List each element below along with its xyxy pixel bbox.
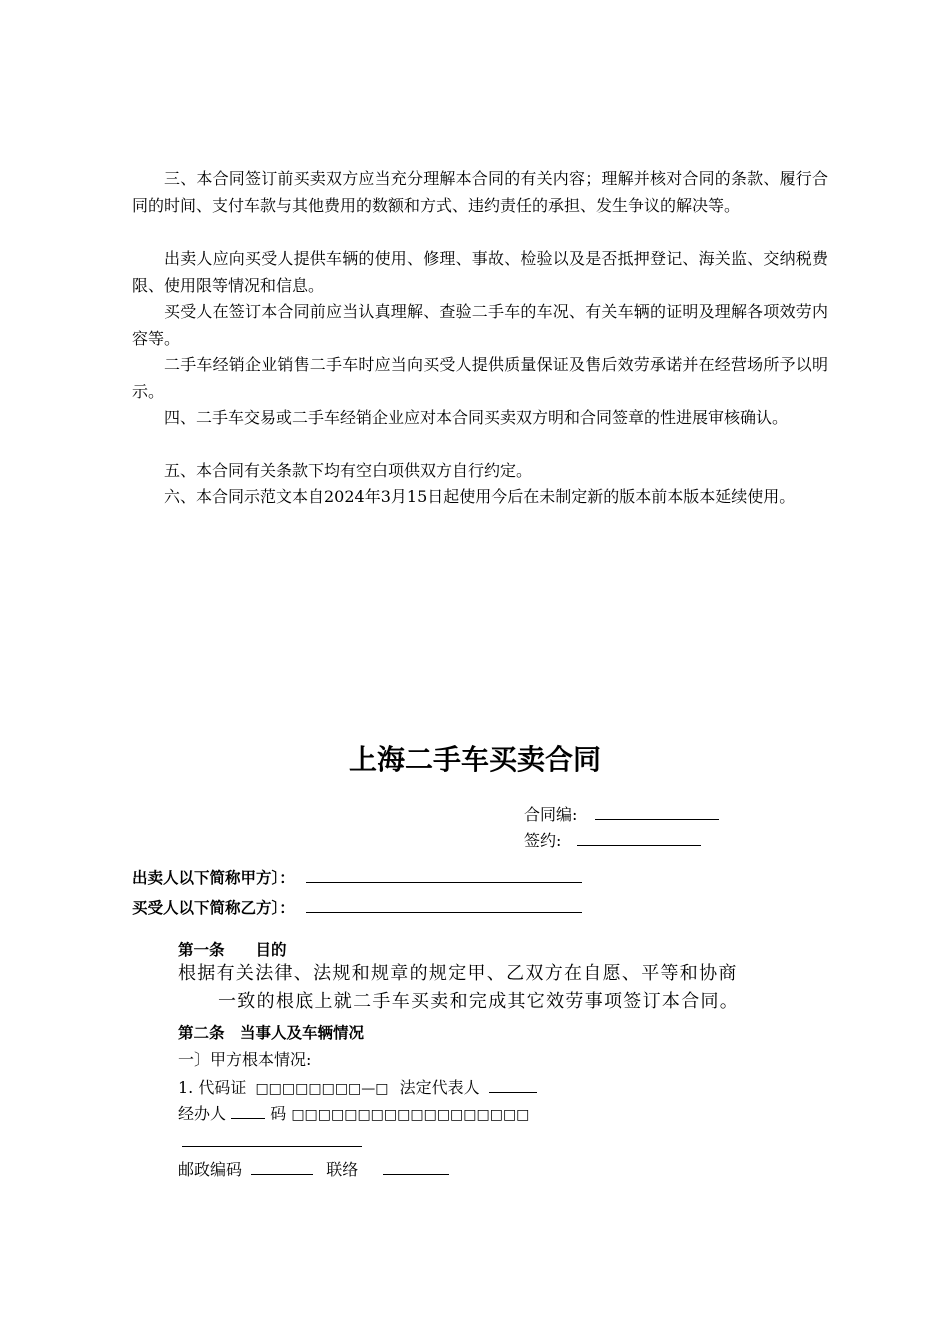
address-field[interactable] xyxy=(182,1130,362,1147)
seller-row xyxy=(132,866,582,888)
legal-rep-label: 法定代表人 xyxy=(399,1078,480,1097)
postal-row xyxy=(178,1157,449,1180)
preamble-clause-6: 六、本合同示范文本自2024年3月15日起使用今后在未制定新的版本前本版本延续使用。 xyxy=(164,487,796,506)
code-cert-boxes[interactable]: □□□□□□□□—□ xyxy=(255,1081,389,1097)
preamble-clause-5: 五、本合同有关条款下均有空白项供双方自行约定。 xyxy=(164,461,533,480)
code-cert-row xyxy=(178,1075,537,1098)
signing-label: 签约: xyxy=(524,831,562,850)
preamble-clause-4: 四、二手车交易或二手车经销企业应对本合同买卖双方明和合同签章的性进展审核确认。 xyxy=(164,408,789,427)
article-1-heading: 第一条 目的 xyxy=(178,941,287,959)
preamble-clause-3: 三、本合同签订前买卖双方应当充分理解本合同的有关内容；理解并核对合同的条款、履行合同的时间、支付车款与其他费用的数额和方式、违约责任的承担、发生争议的解决等。 xyxy=(132,169,828,215)
postal-label: 邮政编码 xyxy=(178,1160,243,1179)
code-label: 码 xyxy=(270,1104,287,1123)
contract-number-row xyxy=(524,802,719,825)
contact-field[interactable] xyxy=(383,1158,449,1175)
legal-rep-field[interactable] xyxy=(489,1076,537,1093)
seller-name-field[interactable] xyxy=(306,866,582,883)
address-row xyxy=(182,1130,362,1151)
contract-title: 上海二手车买卖合同 xyxy=(348,743,601,776)
agent-row xyxy=(178,1101,529,1124)
preamble-dealer-duty: 二手车经销企业销售二手车时应当向买受人提供质量保证及售后效劳承诺并在经营场所予以明示。 xyxy=(132,355,828,401)
contact-label: 联络 xyxy=(326,1160,359,1179)
agent-field[interactable] xyxy=(231,1102,265,1119)
article-1-line-2: 一致的根底上就二手车买卖和完成其它效劳事项签订本合同。 xyxy=(218,991,740,1012)
article-1-line-1: 根据有关法律、法规和规章的规定甲、乙双方在自愿、平等和协商 xyxy=(178,963,738,984)
buyer-row xyxy=(132,896,582,918)
party-a-basic-heading: 一〕甲方根本情况: xyxy=(178,1050,312,1069)
code-cert-label: 1. 代码证 xyxy=(178,1078,247,1097)
signing-field[interactable] xyxy=(577,829,701,846)
postal-field[interactable] xyxy=(251,1158,313,1175)
seller-label: 出卖人以下简称甲方〕： xyxy=(132,869,295,887)
agent-label: 经办人 xyxy=(178,1104,227,1123)
contract-number-label: 合同编: xyxy=(524,805,578,824)
signing-row xyxy=(524,828,701,851)
code-boxes[interactable]: □□□□□□□□□□□□□□□□□□ xyxy=(291,1107,530,1123)
preamble-buyer-duty: 买受人在签订本合同前应当认真理解、查验二手车的车况、有关车辆的证明及理解各项效劳内容等。 xyxy=(132,302,828,348)
buyer-label: 买受人以下简称乙方〕： xyxy=(132,899,295,917)
article-2-heading: 第二条 当事人及车辆情况 xyxy=(178,1024,365,1042)
buyer-name-field[interactable] xyxy=(306,896,582,913)
article-1-body xyxy=(178,960,828,1016)
contract-number-field[interactable] xyxy=(595,803,719,820)
preamble-seller-duty: 出卖人应向买受人提供车辆的使用、修理、事故、检验以及是否抵押登记、海关监、交纳税费限、使用限等情况和信息。 xyxy=(132,249,828,295)
